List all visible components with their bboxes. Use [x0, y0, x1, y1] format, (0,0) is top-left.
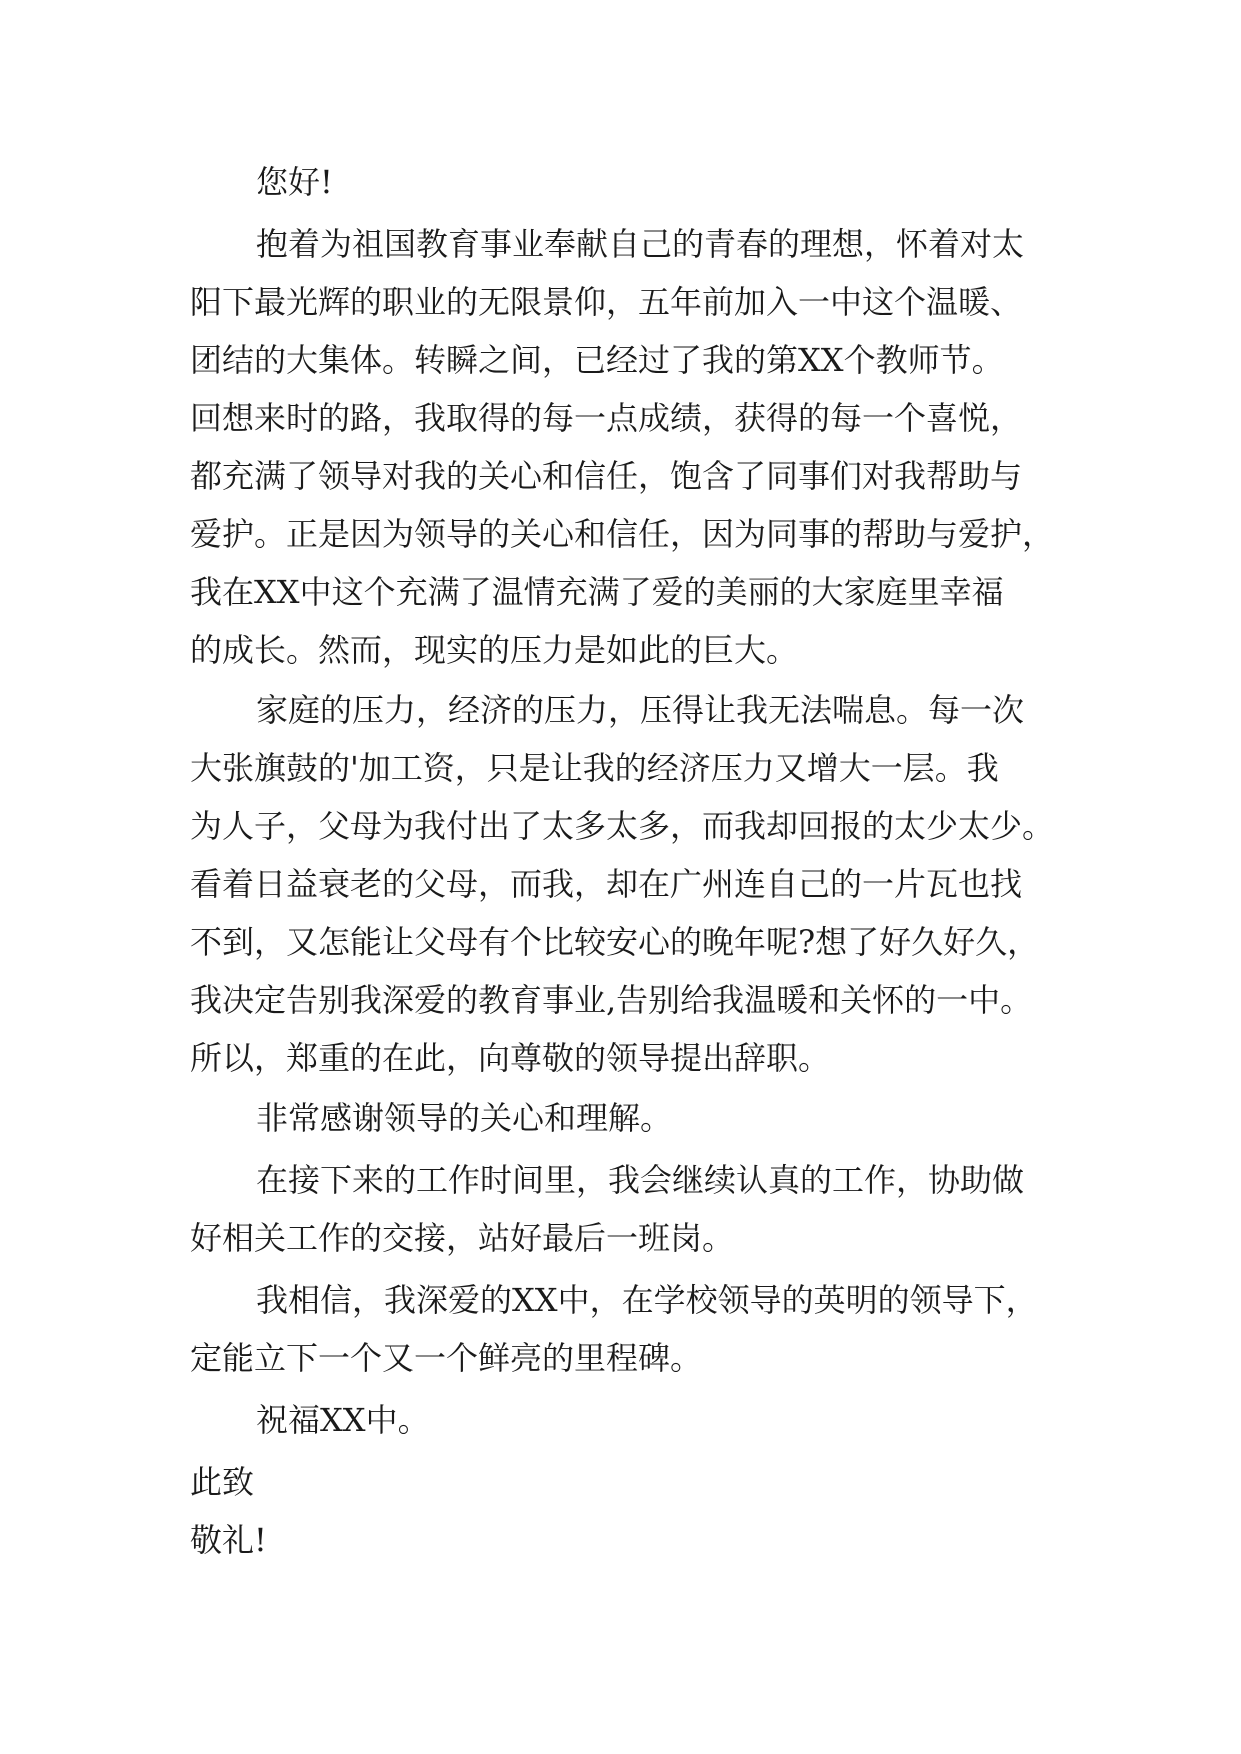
letter-line-2: 阳下最光辉的职业的无限景仰，五年前加入一中这个温暖、	[190, 283, 1023, 321]
letter-line-18: 好相关工作的交接，站好最后一班岗。	[190, 1219, 735, 1257]
letter-line-19: 我相信，我深爱的XX中，在学校领导的英明的领导下，	[256, 1281, 1038, 1319]
letter-closing-1: 此致	[190, 1463, 255, 1501]
letter-line-10: 大张旗鼓的'加工资，只是让我的经济压力又增大一层。我	[190, 749, 999, 787]
letter-line-7: 我在XX中这个充满了温情充满了爱的美丽的大家庭里幸福	[190, 573, 1004, 611]
letter-line-3: 团结的大集体。转瞬之间，已经过了我的第XX个教师节。	[190, 341, 1004, 379]
letter-line-20: 定能立下一个又一个鲜亮的里程碑。	[190, 1339, 703, 1377]
letter-line-17: 在接下来的工作时间里，我会继续认真的工作，协助做	[256, 1161, 1025, 1199]
letter-greeting: 您好!	[256, 163, 333, 201]
letter-line-12: 看着日益衰老的父母，而我，却在广州连自己的一片瓦也找	[190, 865, 1023, 903]
letter-line-21: 祝福XX中。	[256, 1401, 430, 1439]
letter-line-9: 家庭的压力，经济的压力，压得让我无法喘息。每一次	[256, 691, 1025, 729]
letter-line-8: 的成长。然而，现实的压力是如此的巨大。	[190, 631, 799, 669]
letter-line-11: 为人子，父母为我付出了太多太多，而我却回报的太少太少。	[190, 807, 1055, 845]
letter-line-13: 不到，又怎能让父母有个比较安心的晚年呢?想了好久好久，	[190, 923, 1040, 961]
letter-line-4: 回想来时的路，我取得的每一点成绩，获得的每一个喜悦，	[190, 399, 1023, 437]
letter-line-6: 爱护。正是因为领导的关心和信任，因为同事的帮助与爱护，	[190, 515, 1055, 553]
letter-closing-2: 敬礼!	[190, 1521, 267, 1559]
letter-line-5: 都充满了领导对我的关心和信任，饱含了同事们对我帮助与	[190, 457, 1023, 495]
letter-line-14: 我决定告别我深爱的教育事业,告别给我温暖和关怀的一中。	[190, 981, 1033, 1019]
letter-line-16: 非常感谢领导的关心和理解。	[256, 1099, 673, 1137]
letter-line-15: 所以，郑重的在此，向尊敬的领导提出辞职。	[190, 1039, 831, 1077]
letter-line-1: 抱着为祖国教育事业奉献自己的青春的理想，怀着对太	[256, 225, 1025, 263]
